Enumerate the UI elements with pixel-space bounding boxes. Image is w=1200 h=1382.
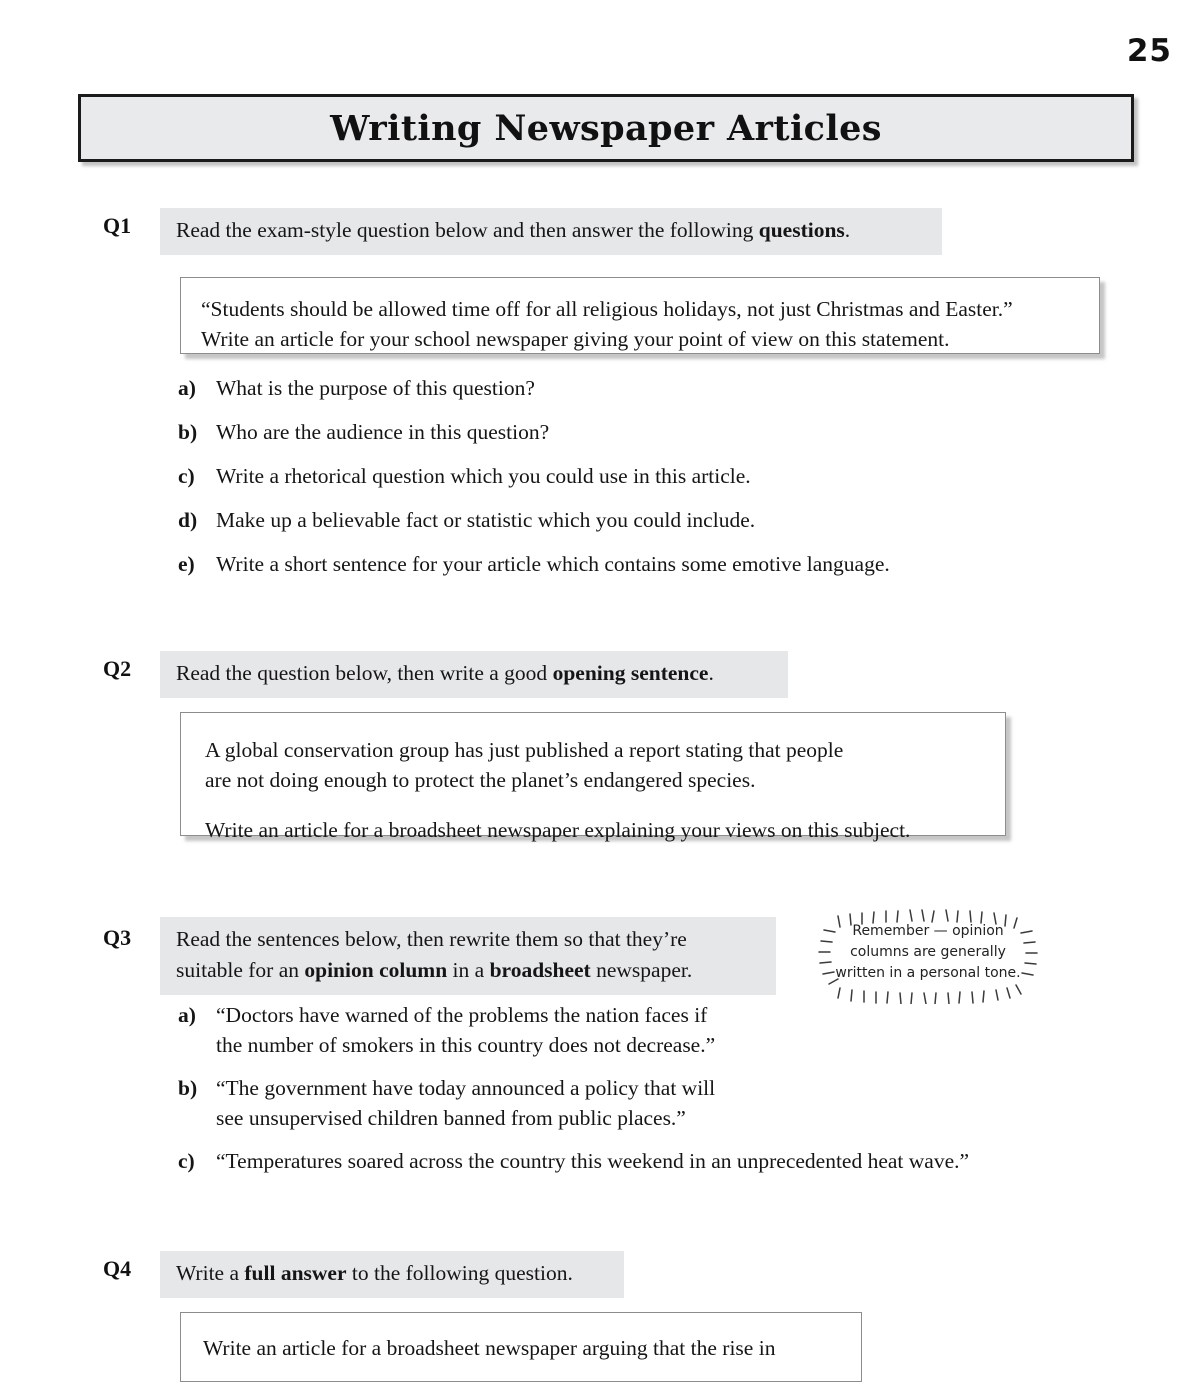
q1-item-c-marker: c) <box>178 464 195 488</box>
question-heading-q3 <box>160 917 776 995</box>
tip-line-3: written in a personal tone. <box>835 964 1021 981</box>
q3-item-a-text <box>216 1000 798 1060</box>
question-heading-q2 <box>160 651 788 698</box>
q2-heading-bold: opening sentence <box>552 661 709 685</box>
list-item <box>178 461 1078 491</box>
q1-heading-post: . <box>844 218 851 242</box>
q1-item-d-text: Make up a believable fact or statistic which you could include. <box>216 508 756 532</box>
question-heading-q1 <box>160 208 942 255</box>
question-label-q4: Q4 <box>103 1256 132 1281</box>
question-label-q3: Q3 <box>103 925 132 950</box>
q2-prompt-paragraph-2: Write an article for a broadsheet newspaper explaining your views on this subject. <box>205 818 911 842</box>
q1-item-b-marker: b) <box>178 420 198 444</box>
q2-heading-pre: Read the question below, then write a good <box>176 661 553 685</box>
q3-item-b-text <box>216 1073 798 1133</box>
prompt-box-q2 <box>180 712 1006 842</box>
q3-item-a-line-2: the number of smokers in this country does not decrease.” <box>216 1033 716 1057</box>
q2-prompt-line-2: are not doing enough to protect the planet’s endangered species. <box>205 768 756 792</box>
tip-bubble-text <box>810 900 1046 1004</box>
q1-prompt-line-2: Write an article for your school newspaper giving your point of view on this statement. <box>201 327 950 351</box>
q4-heading-bold: full answer <box>244 1261 347 1285</box>
q3-item-c-text: “Temperatures soared across the country this weekend in an unprecedented heat wave.” <box>216 1149 970 1173</box>
q4-prompt-line-1: Write an article for a broadsheet newspaper arguing that the rise in <box>203 1336 776 1360</box>
q3-heading-line-2-pre: suitable for an <box>176 958 305 982</box>
q2-prompt-line-1: A global conservation group has just published a report stating that people <box>205 738 844 762</box>
q1-item-a-text: What is the purpose of this question? <box>216 376 535 400</box>
prompt-box-q1 <box>180 277 1100 354</box>
q4-heading-post: to the following question. <box>346 1261 573 1285</box>
list-item <box>178 1000 798 1060</box>
list-item <box>178 1146 1078 1176</box>
prompt-box-q4 <box>180 1312 862 1382</box>
q3-heading-line-1: Read the sentences below, then rewrite them so that they’re <box>176 927 687 951</box>
q3-item-c-marker: c) <box>178 1149 195 1173</box>
q3-heading-line-2-post: newspaper. <box>590 958 693 982</box>
q4-heading-pre: Write a <box>176 1261 245 1285</box>
page-number: 25 <box>1126 33 1172 69</box>
list-item <box>178 373 1078 403</box>
q3-item-a-line-1: “Doctors have warned of the problems the nation faces if <box>216 1003 708 1027</box>
q3-heading-line-2-mid: in a <box>447 958 490 982</box>
q2-heading-post: . <box>708 661 714 685</box>
q1-heading-pre: Read the exam-style question below and then answer the following <box>176 218 759 242</box>
tip-line-1: Remember — opinion <box>852 922 1004 939</box>
q3-item-b-marker: b) <box>178 1076 198 1100</box>
q3-item-b-line-2: see unsupervised children banned from public places.” <box>216 1106 686 1130</box>
page-title: Writing Newspaper Articles <box>330 107 882 149</box>
q1-prompt-line-1: “Students should be allowed time off for all religious holidays, not just Christmas and Easter.” <box>201 297 1013 321</box>
q1-item-e-text: Write a short sentence for your article which contains some emotive language. <box>216 552 890 576</box>
q1-item-a-marker: a) <box>178 376 196 400</box>
question-label-q2: Q2 <box>103 656 132 681</box>
q3-heading-bold-opinion-column: opinion column <box>304 958 448 982</box>
q3-item-b-line-1: “The government have today announced a policy that will <box>216 1076 716 1100</box>
question-label-q1: Q1 <box>103 213 132 238</box>
question-heading-q4 <box>160 1251 624 1298</box>
page-title-banner <box>78 94 1134 162</box>
q3-heading-bold-broadsheet: broadsheet <box>489 958 591 982</box>
list-item <box>178 417 1078 447</box>
q1-item-c-text: Write a rhetorical question which you could use in this article. <box>216 464 751 488</box>
q1-item-e-marker: e) <box>178 552 195 576</box>
q1-heading-bold: questions <box>758 218 845 242</box>
q1-item-d-marker: d) <box>178 508 198 532</box>
list-item <box>178 1073 798 1133</box>
q1-item-b-text: Who are the audience in this question? <box>216 420 550 444</box>
tip-bubble-q3 <box>810 900 1046 1004</box>
list-item <box>178 549 1078 579</box>
tip-line-2: columns are generally <box>850 943 1006 960</box>
q3-item-a-marker: a) <box>178 1003 196 1027</box>
q2-prompt-paragraph-1 <box>205 735 981 795</box>
list-item <box>178 505 1078 535</box>
